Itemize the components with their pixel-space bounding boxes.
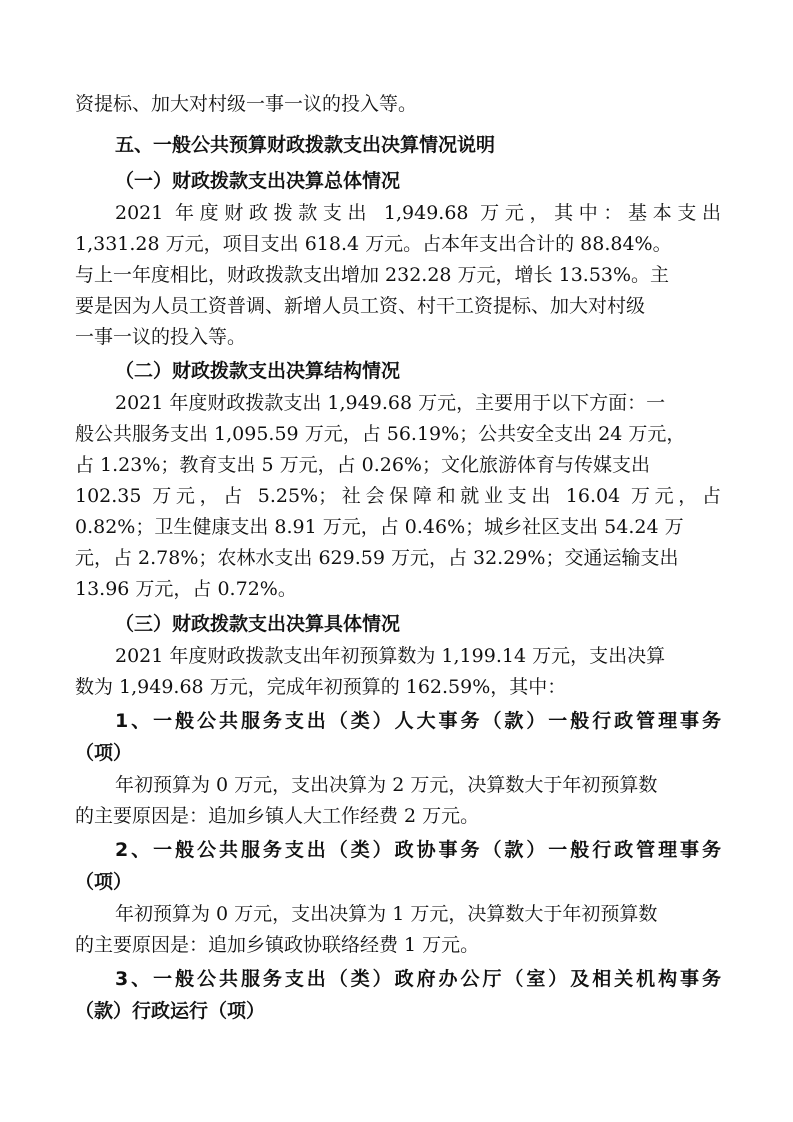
- line-text: （二）财政拨款支出决算结构情况: [115, 360, 401, 382]
- line-text: （项）: [75, 742, 133, 764]
- section-heading: [115, 133, 721, 157]
- line-text: 的主要原因是：追加乡镇政协联络经费 1 万元。: [75, 934, 480, 956]
- line-text: 一事一议的投入等。: [75, 326, 247, 348]
- body-text-line: [75, 294, 721, 318]
- line-text: 2021 年度财政拨款支出 1,949.68 万元，其中：基本支出: [115, 202, 721, 224]
- line-text: 0.82%；卫生健康支出 8.91 万元，占 0.46%；城乡社区支出 54.24 万: [75, 516, 684, 538]
- body-text-line: [75, 232, 721, 256]
- line-text: 元，占 2.78%；农林水支出 629.59 万元，占 32.29%；交通运输支出: [75, 547, 679, 569]
- line-text: 般公共服务支出 1,095.59 万元，占 56.19%；公共安全支出 24 万元，: [75, 423, 686, 445]
- line-text: （一）财政拨款支出决算总体情况: [115, 170, 401, 192]
- body-text-line: [75, 263, 721, 287]
- body-text-line: [75, 515, 721, 539]
- body-text-line: [75, 422, 721, 446]
- line-text: 1,331.28 万元，项目支出 618.4 万元。占本年支出合计的 88.84%。: [75, 233, 672, 255]
- body-text-line: [115, 391, 721, 415]
- line-text: 年初预算为 0 万元，支出决算为 2 万元，决算数大于年初预算数: [115, 774, 658, 796]
- line-text: 要是因为人员工资普调、新增人员工资、村干工资提标、加大对村级: [75, 295, 646, 317]
- section-heading: [75, 741, 721, 765]
- line-text: 102.35 万元，占 5.25%；社会保障和就业支出 16.04 万元，占: [75, 485, 721, 507]
- line-text: 2021 年度财政拨款支出 1,949.68 万元，主要用于以下方面：一: [115, 392, 666, 414]
- line-text: 五、一般公共预算财政拨款支出决算情况说明: [115, 134, 496, 156]
- line-text: 2021 年度财政拨款支出年初预算数为 1,199.14 万元，支出决算: [115, 645, 666, 667]
- line-text: 与上一年度相比，财政拨款支出增加 232.28 万元，增长 13.53%。主: [75, 264, 670, 286]
- body-text-line: [115, 644, 721, 668]
- line-text: （三）财政拨款支出决算具体情况: [115, 613, 401, 635]
- line-text: 数为 1,949.68 万元，完成年初预算的 162.59%，其中：: [75, 676, 567, 698]
- body-text-line: [75, 484, 721, 508]
- section-heading: [115, 169, 721, 193]
- body-text-line: [75, 92, 721, 116]
- section-heading: [115, 359, 721, 383]
- body-text-line: [75, 933, 721, 957]
- section-heading: [115, 967, 721, 991]
- body-text-line: [75, 675, 721, 699]
- line-text: 1、一般公共服务支出（类）人大事务（款）一般行政管理事务: [115, 710, 721, 732]
- line-text: 3、一般公共服务支出（类）政府办公厅（室）及相关机构事务: [115, 968, 721, 990]
- section-heading: [75, 999, 721, 1023]
- line-text: 年初预算为 0 万元，支出决算为 1 万元，决算数大于年初预算数: [115, 903, 658, 925]
- body-text-line: [115, 902, 721, 926]
- line-text: 的主要原因是：追加乡镇人大工作经费 2 万元。: [75, 805, 480, 827]
- line-text: 占 1.23%；教育支出 5 万元，占 0.26%；文化旅游体育与传媒支出: [75, 454, 650, 476]
- section-heading: [115, 612, 721, 636]
- section-heading: [115, 709, 721, 733]
- body-text-line: [75, 577, 721, 601]
- body-text-line: [115, 201, 721, 225]
- line-text: 13.96 万元，占 0.72%。: [75, 578, 297, 600]
- body-text-line: [115, 773, 721, 797]
- body-text-line: [75, 325, 721, 349]
- line-text: （款）行政运行（项）: [75, 1000, 266, 1022]
- section-heading: [115, 838, 721, 862]
- line-text: 2、一般公共服务支出（类）政协事务（款）一般行政管理事务: [115, 839, 721, 861]
- line-text: 资提标、加大对村级一事一议的投入等。: [75, 93, 418, 115]
- section-heading: [75, 870, 721, 894]
- body-text-line: [75, 804, 721, 828]
- line-text: （项）: [75, 871, 133, 893]
- body-text-line: [75, 453, 721, 477]
- body-text-line: [75, 546, 721, 570]
